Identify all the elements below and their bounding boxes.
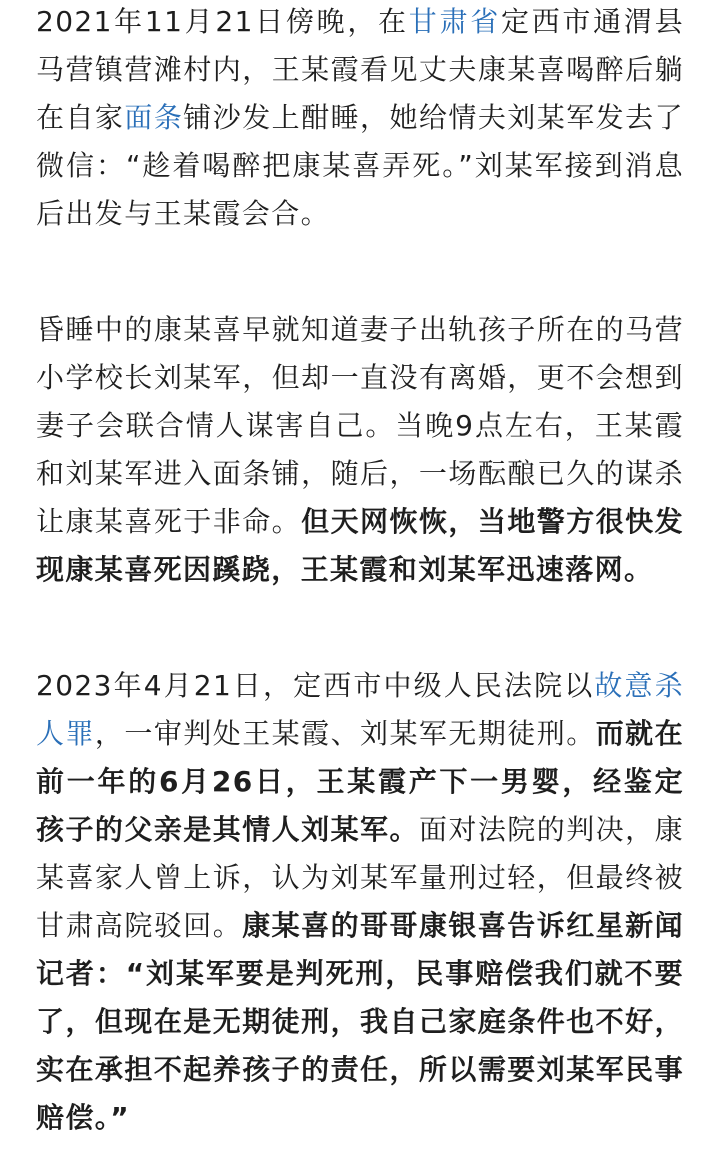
paragraph-spacer [36,238,684,306]
paragraph-2-bold-a: 但天网恢恢，当地警方很快发现康某喜死因蹊跷，王某霞和刘某军迅速落网。 [36,505,685,586]
paragraph-3-bold-b: 康某喜的哥哥康银喜告诉红星新闻记者：“刘某军要是判死刑，民事赔偿我们就不要了，但现在是无期徒刑，我自己家庭条件也不好，实在承担不起养孩子的责任，所以需要刘某军民事赔偿。” [36,909,684,1134]
paragraph-1 [36,0,684,238]
article-body [36,0,684,1142]
paragraph-1-text-b: 定西市通渭县马营镇营滩村内，王某霞看见丈夫康某喜喝醉后躺在自家 [36,5,684,134]
paragraph-2-text-a: 昏睡中的康某喜早就知道妻子出轨孩子所在的马营小学校长刘某军，但却一直没有离婚，更不会想到妻子会联合情人谋害自己。当晚9点左右，王某霞和刘某军进入面条铺，随后，一场酝酿已久的谋杀让康某喜死于非命。 [36,313,684,538]
paragraph-2 [36,306,684,594]
paragraph-3-bold-a: 而就在前一年的6月26日，王某霞产下一男婴，经鉴定孩子的父亲是其情人刘某军。 [36,717,684,846]
paragraph-1-text-a: 2021年11月21日傍晚，在 [36,5,409,38]
paragraph-3-text-a: 2023年4月21日，定西市中级人民法院以 [36,669,595,702]
paragraph-3-text-b: ，一审判处王某霞、刘某军无期徒刑。 [94,717,596,750]
link-intentional-homicide[interactable]: 故意杀人罪 [36,669,685,750]
link-noodle[interactable]: 面条 [124,101,184,134]
paragraph-3 [36,662,684,1142]
paragraph-1-text-c: 铺沙发上酣睡，她给情夫刘某军发去了微信：“趁着喝醉把康某喜弄死。”刘某军接到消息后出发与王某霞会合。 [36,101,684,230]
link-gansu-province[interactable]: 甘肃省 [408,5,501,38]
paragraph-spacer [36,594,684,662]
paragraph-3-text-c: 面对法院的判决，康某喜家人曾上诉，认为刘某军量刑过轻，但最终被甘肃高院驳回。 [36,813,684,942]
